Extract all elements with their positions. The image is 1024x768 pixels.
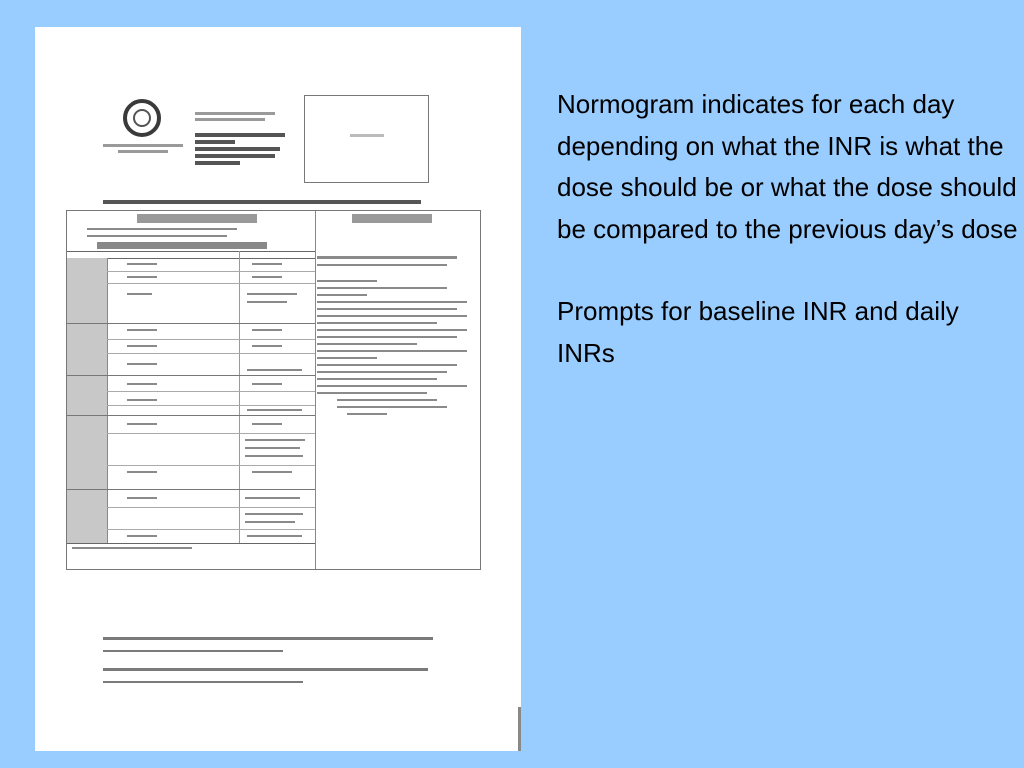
hospital-seal-logo xyxy=(123,99,161,137)
scanned-order-form xyxy=(35,27,521,751)
patient-label-box xyxy=(304,95,429,183)
table-header-left xyxy=(137,214,257,223)
page-edge-shadow xyxy=(518,707,521,751)
day-of-rx-column xyxy=(67,258,108,543)
hospital-name-logo-text xyxy=(103,141,183,156)
form-header-text xyxy=(195,109,291,168)
other-orders-column xyxy=(317,251,477,420)
important-notice-line xyxy=(103,197,421,207)
signature-block xyxy=(103,627,443,687)
prompts-note: Prompts for baseline INR and daily INRs xyxy=(557,296,959,368)
slide-notes xyxy=(557,84,1022,374)
table-column-divider xyxy=(315,211,316,569)
dosing-protocol-table xyxy=(66,210,481,570)
normogram-note: Normogram indicates for each day depending on what the INR is what the dose should be or what the dose should be compared to the previous day’s dose xyxy=(557,89,1018,244)
table-header-right xyxy=(352,214,432,223)
